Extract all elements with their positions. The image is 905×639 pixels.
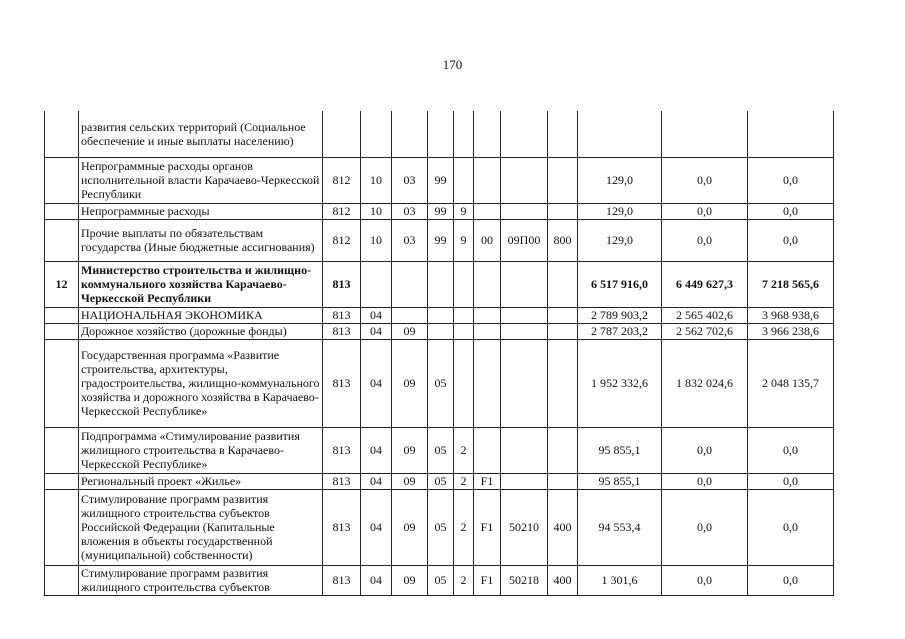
- amount-year-3-cell: [748, 111, 834, 157]
- target-article-code-cell: [501, 427, 548, 473]
- amount-year-3-cell: 2 048 135,7: [748, 339, 834, 427]
- expense-type-code-cell: [548, 323, 578, 339]
- expense-name-cell: Непрограммные расходы органов исполнительной власти Карачаево-Черкесской Республики: [79, 157, 323, 203]
- row-number-cell: [45, 111, 79, 157]
- amount-year-3-cell: 3 966 238,6: [748, 323, 834, 339]
- row-number-cell: [45, 307, 79, 323]
- section-code-cell: 04: [361, 307, 392, 323]
- amount-year-2-cell: 1 832 024,6: [662, 339, 748, 427]
- section-code-cell: [361, 111, 392, 157]
- subsection-code-cell: 03: [392, 157, 428, 203]
- row-number-cell: [45, 427, 79, 473]
- expense-type-code-cell: [548, 261, 578, 307]
- direction-code-cell: [474, 427, 501, 473]
- budget-table: [44, 111, 834, 596]
- direction-code-cell: [474, 339, 501, 427]
- section-code-cell: [361, 261, 392, 307]
- subsection-code-cell: [392, 307, 428, 323]
- expense-name-cell: Дорожное хозяйство (дорожные фонды): [79, 323, 323, 339]
- subprogram-code-cell: 2: [454, 473, 474, 489]
- target-article-code-cell: [501, 261, 548, 307]
- subsection-code-cell: 03: [392, 203, 428, 219]
- amount-year-2-cell: 0,0: [662, 473, 748, 489]
- subsection-code-cell: 09: [392, 339, 428, 427]
- program-code-cell: 99: [428, 157, 454, 203]
- direction-code-cell: F1: [474, 489, 501, 565]
- amount-year-3-cell: 0,0: [748, 565, 834, 595]
- expense-name-cell: Региональный проект «Жилье»: [79, 473, 323, 489]
- amount-year-2-cell: [662, 111, 748, 157]
- expense-name-cell: НАЦИОНАЛЬНАЯ ЭКОНОМИКА: [79, 307, 323, 323]
- expense-type-code-cell: [548, 157, 578, 203]
- amount-year-1-cell: 129,0: [578, 219, 662, 261]
- section-code-cell: 04: [361, 565, 392, 595]
- subsection-code-cell: 09: [392, 323, 428, 339]
- amount-year-1-cell: 1 301,6: [578, 565, 662, 595]
- section-code-cell: 04: [361, 323, 392, 339]
- program-code-cell: 05: [428, 339, 454, 427]
- expense-name-cell: Государственная программа «Развитие строительства, архитектуры, градостроительства, жилищно-коммунального хозяйства и дорожного хозяйства в Карачаево-Черкесской Республике»: [79, 339, 323, 427]
- row-number-cell: [45, 473, 79, 489]
- glava-code-cell: 813: [323, 323, 361, 339]
- table-row: [45, 203, 834, 219]
- amount-year-1-cell: 95 855,1: [578, 473, 662, 489]
- program-code-cell: 99: [428, 203, 454, 219]
- target-article-code-cell: [501, 323, 548, 339]
- amount-year-3-cell: 3 968 938,6: [748, 307, 834, 323]
- direction-code-cell: [474, 307, 501, 323]
- amount-year-1-cell: 1 952 332,6: [578, 339, 662, 427]
- row-number-cell: [45, 203, 79, 219]
- amount-year-3-cell: 0,0: [748, 427, 834, 473]
- expense-type-code-cell: [548, 473, 578, 489]
- direction-code-cell: F1: [474, 565, 501, 595]
- glava-code-cell: 813: [323, 307, 361, 323]
- glava-code-cell: 812: [323, 219, 361, 261]
- glava-code-cell: 813: [323, 489, 361, 565]
- target-article-code-cell: 50210: [501, 489, 548, 565]
- row-number-cell: [45, 339, 79, 427]
- target-article-code-cell: [501, 203, 548, 219]
- subsection-code-cell: 09: [392, 427, 428, 473]
- expense-type-code-cell: [548, 427, 578, 473]
- table-row: [45, 489, 834, 565]
- expense-type-code-cell: [548, 203, 578, 219]
- subprogram-code-cell: [454, 261, 474, 307]
- table-row: [45, 307, 834, 323]
- subsection-code-cell: [392, 111, 428, 157]
- direction-code-cell: [474, 203, 501, 219]
- table-row: [45, 339, 834, 427]
- row-number-cell: [45, 489, 79, 565]
- amount-year-2-cell: 2 565 402,6: [662, 307, 748, 323]
- glava-code-cell: 813: [323, 565, 361, 595]
- expense-name-cell: развития сельских территорий (Социальное обеспечение и иные выплаты населению): [79, 111, 323, 157]
- row-number-cell: [45, 157, 79, 203]
- amount-year-3-cell: 0,0: [748, 473, 834, 489]
- amount-year-2-cell: 0,0: [662, 427, 748, 473]
- glava-code-cell: 812: [323, 203, 361, 219]
- amount-year-3-cell: 0,0: [748, 219, 834, 261]
- expense-type-code-cell: 800: [548, 219, 578, 261]
- glava-code-cell: 813: [323, 427, 361, 473]
- glava-code-cell: 813: [323, 473, 361, 489]
- glava-code-cell: 813: [323, 339, 361, 427]
- program-code-cell: 05: [428, 565, 454, 595]
- target-article-code-cell: [501, 473, 548, 489]
- direction-code-cell: [474, 261, 501, 307]
- section-code-cell: 04: [361, 489, 392, 565]
- expense-type-code-cell: 400: [548, 565, 578, 595]
- subsection-code-cell: 09: [392, 473, 428, 489]
- glava-code-cell: 812: [323, 157, 361, 203]
- amount-year-1-cell: 6 517 916,0: [578, 261, 662, 307]
- program-code-cell: 99: [428, 219, 454, 261]
- amount-year-3-cell: 7 218 565,6: [748, 261, 834, 307]
- expense-type-code-cell: [548, 339, 578, 427]
- expense-type-code-cell: [548, 111, 578, 157]
- section-code-cell: 10: [361, 219, 392, 261]
- target-article-code-cell: [501, 339, 548, 427]
- amount-year-2-cell: 0,0: [662, 203, 748, 219]
- table-row: [45, 111, 834, 157]
- expense-name-cell: Подпрограмма «Стимулирование развития жилищного строительства в Карачаево-Черкесской Республике»: [79, 427, 323, 473]
- expense-name-cell: Стимулирование программ развития жилищного строительства субъектов Российской Федерации (Капитальные вложения в объекты государственной (муниципальной) собственности): [79, 489, 323, 565]
- subprogram-code-cell: 2: [454, 489, 474, 565]
- amount-year-2-cell: 0,0: [662, 157, 748, 203]
- table-row: [45, 261, 834, 307]
- table-row: [45, 473, 834, 489]
- amount-year-1-cell: 129,0: [578, 157, 662, 203]
- subprogram-code-cell: [454, 157, 474, 203]
- table-row: [45, 323, 834, 339]
- row-number-cell: [45, 565, 79, 595]
- table-row: [45, 427, 834, 473]
- amount-year-1-cell: 2 789 903,2: [578, 307, 662, 323]
- section-code-cell: 04: [361, 339, 392, 427]
- amount-year-1-cell: 94 553,4: [578, 489, 662, 565]
- section-code-cell: 04: [361, 473, 392, 489]
- program-code-cell: 05: [428, 489, 454, 565]
- subsection-code-cell: 09: [392, 565, 428, 595]
- program-code-cell: 05: [428, 473, 454, 489]
- amount-year-3-cell: 0,0: [748, 157, 834, 203]
- subprogram-code-cell: [454, 339, 474, 427]
- amount-year-1-cell: [578, 111, 662, 157]
- subprogram-code-cell: 2: [454, 565, 474, 595]
- target-article-code-cell: [501, 111, 548, 157]
- subprogram-code-cell: [454, 323, 474, 339]
- subprogram-code-cell: [454, 307, 474, 323]
- program-code-cell: 05: [428, 427, 454, 473]
- glava-code-cell: [323, 111, 361, 157]
- subsection-code-cell: 09: [392, 489, 428, 565]
- direction-code-cell: F1: [474, 473, 501, 489]
- amount-year-2-cell: 0,0: [662, 565, 748, 595]
- section-code-cell: 10: [361, 157, 392, 203]
- subprogram-code-cell: 2: [454, 427, 474, 473]
- amount-year-3-cell: 0,0: [748, 489, 834, 565]
- subsection-code-cell: 03: [392, 219, 428, 261]
- page-number: 170: [442, 57, 463, 72]
- program-code-cell: [428, 261, 454, 307]
- subprogram-code-cell: 9: [454, 219, 474, 261]
- amount-year-1-cell: 2 787 203,2: [578, 323, 662, 339]
- amount-year-2-cell: 6 449 627,3: [662, 261, 748, 307]
- row-number-cell: [45, 323, 79, 339]
- direction-code-cell: [474, 111, 501, 157]
- expense-name-cell: Непрограммные расходы: [79, 203, 323, 219]
- direction-code-cell: [474, 157, 501, 203]
- amount-year-1-cell: 129,0: [578, 203, 662, 219]
- table-row: [45, 565, 834, 595]
- table-row: [45, 219, 834, 261]
- subprogram-code-cell: [454, 111, 474, 157]
- row-number-cell: [45, 219, 79, 261]
- program-code-cell: [428, 307, 454, 323]
- target-article-code-cell: 09П00: [501, 219, 548, 261]
- amount-year-2-cell: 2 562 702,6: [662, 323, 748, 339]
- amount-year-2-cell: 0,0: [662, 489, 748, 565]
- direction-code-cell: 00: [474, 219, 501, 261]
- table-row: [45, 157, 834, 203]
- expense-type-code-cell: [548, 307, 578, 323]
- section-code-cell: 04: [361, 427, 392, 473]
- amount-year-3-cell: 0,0: [748, 203, 834, 219]
- target-article-code-cell: 50218: [501, 565, 548, 595]
- row-number-cell: 12: [45, 261, 79, 307]
- subprogram-code-cell: 9: [454, 203, 474, 219]
- section-code-cell: 10: [361, 203, 392, 219]
- glava-code-cell: 813: [323, 261, 361, 307]
- expense-type-code-cell: 400: [548, 489, 578, 565]
- expense-name-cell: Прочие выплаты по обязательствам государства (Иные бюджетные ассигнования): [79, 219, 323, 261]
- budget-table-body: [45, 111, 834, 595]
- program-code-cell: [428, 323, 454, 339]
- target-article-code-cell: [501, 307, 548, 323]
- expense-name-cell: Министерство строительства и жилищно-коммунального хозяйства Карачаево-Черкесской Республики: [79, 261, 323, 307]
- amount-year-2-cell: 0,0: [662, 219, 748, 261]
- expense-name-cell: Стимулирование программ развития жилищного строительства субъектов: [79, 565, 323, 595]
- program-code-cell: [428, 111, 454, 157]
- subsection-code-cell: [392, 261, 428, 307]
- direction-code-cell: [474, 323, 501, 339]
- amount-year-1-cell: 95 855,1: [578, 427, 662, 473]
- target-article-code-cell: [501, 157, 548, 203]
